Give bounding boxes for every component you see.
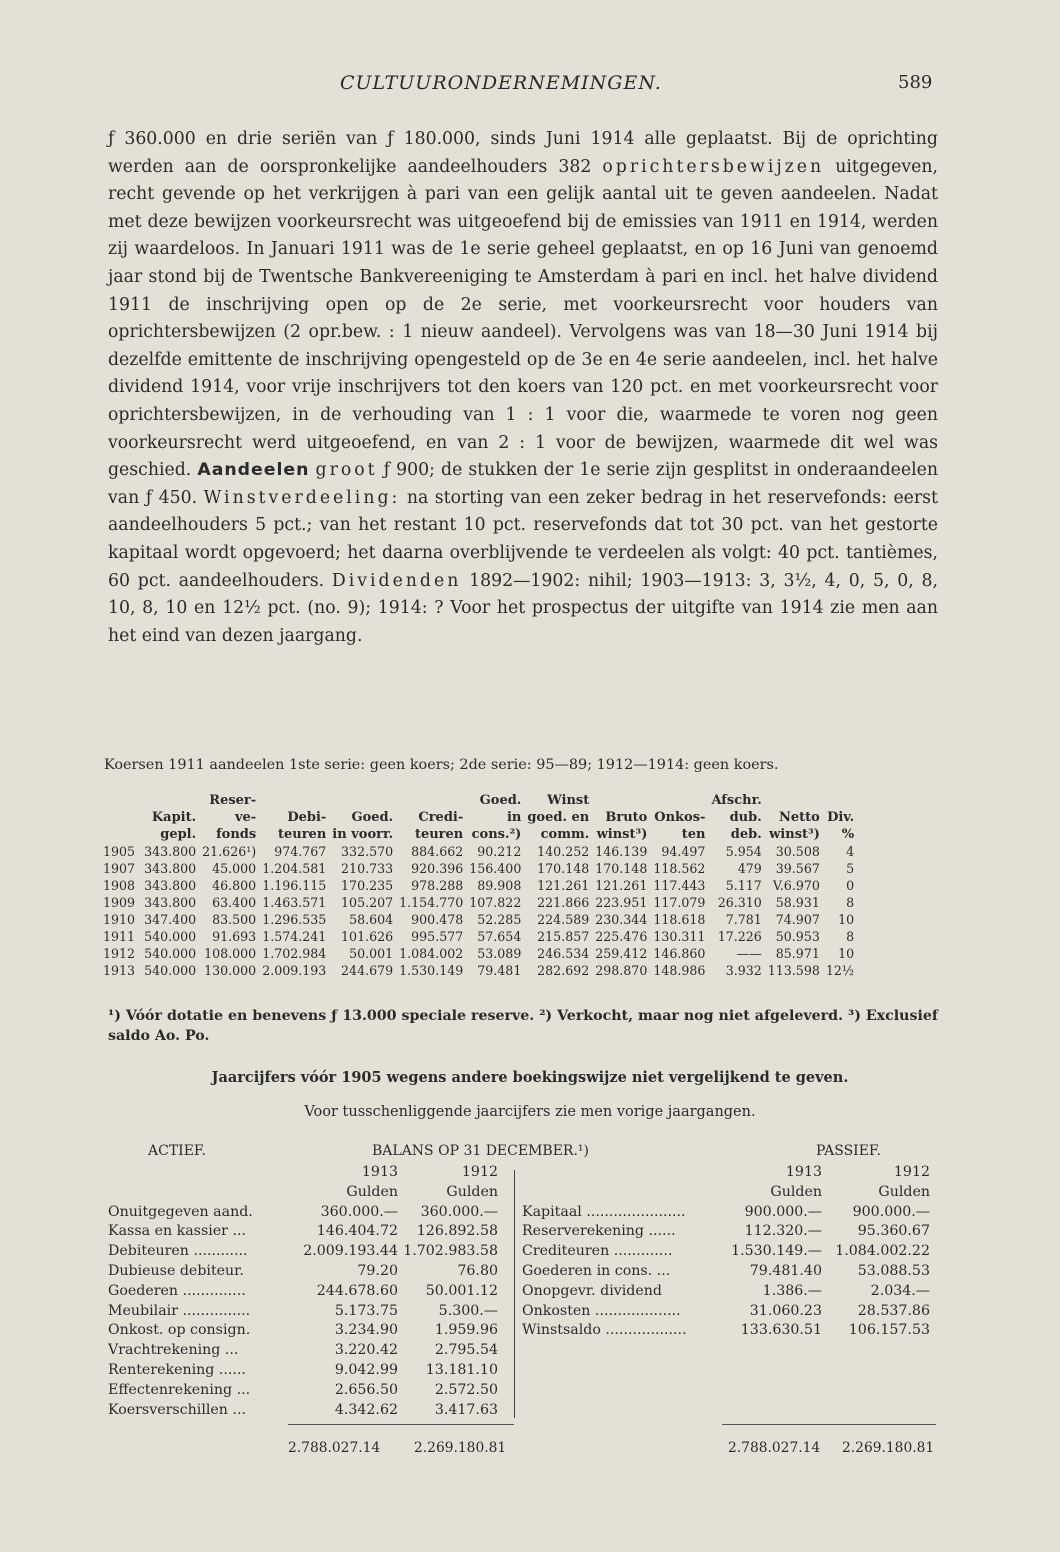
liabilities-table bbox=[522, 1163, 930, 1341]
value-cell: 79.481 bbox=[477, 963, 522, 978]
page-number: 589 bbox=[898, 72, 933, 93]
column-header: goed. en bbox=[527, 810, 590, 825]
value-cell: 4 bbox=[846, 844, 855, 859]
value-cell: 1.296.535 bbox=[262, 912, 327, 927]
liability-row bbox=[522, 1222, 930, 1242]
value-cell: 1.702.984 bbox=[262, 946, 327, 961]
value-cell: 146.860 bbox=[653, 946, 706, 961]
amount-1913: 3.234.90 bbox=[334, 1322, 398, 1339]
column-header: Kapit. bbox=[151, 810, 197, 825]
value-cell: 1.204.581 bbox=[262, 861, 327, 876]
column-header: Credi- bbox=[418, 810, 464, 825]
balance-title: BALANS OP 31 DECEMBER.¹) bbox=[372, 1143, 589, 1159]
amount-1913: 2.009.193.44 bbox=[303, 1243, 398, 1260]
actief-label: ACTIEF. bbox=[148, 1143, 206, 1159]
amount-1913: 5.173.75 bbox=[334, 1302, 398, 1319]
page-header bbox=[0, 72, 1060, 98]
amount-1912: 5.300.— bbox=[438, 1302, 498, 1319]
value-cell: 58.604 bbox=[349, 912, 394, 927]
value-cell: V.6.970 bbox=[772, 878, 820, 893]
column-header bbox=[592, 792, 650, 809]
asset-row bbox=[108, 1321, 498, 1341]
asset-row bbox=[108, 1401, 498, 1421]
table-row bbox=[100, 894, 857, 911]
year-cell: 1909 bbox=[103, 895, 136, 910]
amount-1913: 2.656.50 bbox=[334, 1381, 398, 1398]
column-header bbox=[141, 792, 199, 809]
account-label: Koersverschillen ... bbox=[108, 1401, 246, 1418]
account-label: Onkosten ................... bbox=[522, 1302, 681, 1319]
value-cell: 343.800 bbox=[144, 844, 197, 859]
column-header bbox=[100, 826, 141, 843]
value-cell: 39.567 bbox=[775, 861, 820, 876]
unit-label: Gulden bbox=[346, 1183, 398, 1200]
column-header: in bbox=[506, 810, 522, 825]
value-cell: 900.478 bbox=[411, 912, 464, 927]
asset-row bbox=[108, 1282, 498, 1302]
column-header: ve- bbox=[234, 810, 257, 825]
value-cell: 94.497 bbox=[661, 844, 706, 859]
table-row bbox=[100, 945, 857, 962]
text-run: uitgegeven, recht gevende op het verkrijgen à pari van een gelijk aantal uit te geven aandeelen. Nadat met deze bewijzen voorkeursrecht was uitgeoefend bij de emissies van 1911 en 1914, werden zij waardeloos. In Januari 1911 was de 1e serie geheel geplaatst, en op 16 Juni van genoemd jaar stond bij de Twentsche Bankvereeniging te Amsterdam à pari en incl. het halve dividend 1911 de inschrijving open op de 2e serie, met voorkeursrecht voor houders van oprichtersbewijzen (2 opr.bew. : 1 nieuw aandeel). Vervolgens was van 18—30 Juni 1914 bij dezelfde emittente de inschrijving opengesteld op de 3e en 4e serie aandeelen, incl. het halve dividend 1914, voor vrije inschrijvers tot den koers van 120 pct. en met voorkeursrecht voor oprichtersbewijzen, in de verhouding van 1 : 1 voor die, waarmede te voren nog geen voorkeursrecht werd uitgeoefend, en van 2 : 1 voor de bewijzen, waarmede dit wel was geschied. bbox=[108, 156, 938, 481]
value-cell: 50.001 bbox=[349, 946, 394, 961]
text-run: 1892—1902: nihil; 1903—1913: 3, 3½, 4, 0, 5, 0, 8, 10, 8, 10 en 12½ pct. (no. 9); 1914: ? Voor het prospectus der uitgifte van 1914 zie men aan het eind van dezen jaargang. bbox=[108, 570, 938, 646]
table-row bbox=[100, 877, 857, 894]
amount-1913: 79.20 bbox=[357, 1262, 398, 1279]
asset-row bbox=[108, 1341, 498, 1361]
asset-row bbox=[108, 1361, 498, 1381]
value-cell: 91.693 bbox=[212, 929, 257, 944]
column-header: Reser- bbox=[209, 793, 257, 808]
text-run: ƒ 900; de stukken der 1e serie zijn gesplitst in onderaandeelen van ƒ 450. bbox=[108, 460, 938, 508]
liability-row bbox=[522, 1302, 930, 1322]
amount-1913: 133.630.51 bbox=[740, 1322, 822, 1339]
assets-total-1912: 2.269.180.81 bbox=[414, 1440, 507, 1456]
unit-label: Gulden bbox=[878, 1183, 930, 1200]
value-cell: 85.971 bbox=[775, 946, 820, 961]
amount-1913: 3.220.42 bbox=[334, 1342, 398, 1359]
value-cell: 5.117 bbox=[725, 878, 762, 893]
column-header bbox=[396, 792, 466, 809]
value-cell: 63.400 bbox=[212, 895, 257, 910]
column-header: teuren bbox=[277, 827, 327, 842]
column-header bbox=[259, 792, 329, 809]
value-cell: 57.654 bbox=[477, 929, 522, 944]
column-header bbox=[823, 792, 857, 809]
unit-header-row bbox=[522, 1183, 930, 1203]
note-tusschenliggende: Voor tusschenliggende jaarcijfers zie men vorige jaargangen. bbox=[304, 1104, 756, 1120]
value-cell: 89.908 bbox=[477, 878, 522, 893]
amount-1913: 112.320.— bbox=[744, 1223, 822, 1240]
column-header: Netto bbox=[779, 810, 820, 825]
liabilities-rows bbox=[522, 1203, 930, 1342]
account-label: Vrachtrekening ... bbox=[108, 1342, 239, 1359]
value-cell: 140.252 bbox=[537, 844, 590, 859]
column-header: fonds bbox=[216, 827, 257, 842]
body-paragraph bbox=[108, 126, 938, 650]
amount-1912: 126.892.58 bbox=[416, 1223, 498, 1240]
value-cell: 146.139 bbox=[595, 844, 648, 859]
value-cell: 170.148 bbox=[537, 861, 590, 876]
value-cell: 90.212 bbox=[477, 844, 522, 859]
value-cell: 1.463.571 bbox=[262, 895, 327, 910]
account-label: Effectenrekening ... bbox=[108, 1381, 251, 1398]
financial-stats-table bbox=[100, 792, 857, 979]
year-cell: 1908 bbox=[103, 878, 136, 893]
value-cell: 884.662 bbox=[411, 844, 464, 859]
value-cell: 118.618 bbox=[653, 912, 706, 927]
stats-table-body bbox=[100, 843, 857, 979]
asset-row bbox=[108, 1302, 498, 1322]
table-row bbox=[100, 928, 857, 945]
stats-header-row bbox=[100, 792, 857, 809]
balance-divider bbox=[514, 1170, 515, 1418]
amount-1912: 2.572.50 bbox=[434, 1381, 498, 1398]
value-cell: 108.000 bbox=[204, 946, 257, 961]
note-jaarcijfers: Jaarcijfers vóór 1905 wegens andere boekingswijze niet vergelijkend te geven. bbox=[211, 1069, 849, 1086]
value-cell: 170.235 bbox=[341, 878, 394, 893]
amount-1913: 244.678.60 bbox=[316, 1282, 398, 1299]
value-cell: 347.400 bbox=[144, 912, 197, 927]
column-header: Debi- bbox=[287, 810, 327, 825]
value-cell: 1.154.770 bbox=[399, 895, 464, 910]
amount-1912: 1.959.96 bbox=[434, 1322, 498, 1339]
value-cell: 52.285 bbox=[477, 912, 522, 927]
stats-header-row bbox=[100, 809, 857, 826]
stats-header-row bbox=[100, 826, 857, 843]
column-header: cons.²) bbox=[471, 827, 522, 842]
passief-label: PASSIEF. bbox=[816, 1143, 881, 1159]
year-1912: 1912 bbox=[461, 1164, 498, 1180]
value-cell: 50.953 bbox=[775, 929, 820, 944]
amount-1913: 9.042.99 bbox=[334, 1361, 398, 1378]
year-1912: 1912 bbox=[893, 1164, 930, 1180]
account-label: Onopgevr. dividend bbox=[522, 1282, 662, 1299]
year-cell: 1907 bbox=[103, 861, 136, 876]
value-cell: 343.800 bbox=[144, 895, 197, 910]
year-1913: 1913 bbox=[361, 1164, 398, 1180]
value-cell: 540.000 bbox=[144, 963, 197, 978]
account-label: Winstsaldo .................. bbox=[522, 1322, 687, 1339]
value-cell: 223.951 bbox=[595, 895, 648, 910]
value-cell: 1.530.149 bbox=[399, 963, 464, 978]
value-cell: 332.570 bbox=[341, 844, 394, 859]
koersen-line: Koersen 1911 aandeelen 1ste serie: geen koers; 2de serie: 95—89; 1912—1914: geen koers. bbox=[104, 757, 779, 773]
value-cell: 978.288 bbox=[411, 878, 464, 893]
liabilities-total-1913: 2.788.027.14 bbox=[728, 1440, 821, 1456]
text-run: na storting van een zeker bedrag in het reservefonds: eerst aandeelhouders 5 pct.; van het restant 10 pct. reservefonds dat tot 30 pct. van het gestorte kapitaal wordt opgevoerd; het daarna overblijvende te verdeelen als volgt: 40 pct. tantièmes, 60 pct. aandeelhouders. bbox=[108, 487, 938, 591]
column-header: deb. bbox=[730, 827, 762, 842]
account-label: Meubilair ............... bbox=[108, 1302, 251, 1319]
amount-1913: 900.000.— bbox=[744, 1203, 822, 1220]
amount-1913: 360.000.— bbox=[320, 1203, 398, 1220]
amount-1912: 1.702.983.58 bbox=[403, 1243, 498, 1260]
account-label: Onuitgegeven aand. bbox=[108, 1203, 253, 1220]
value-cell: 117.443 bbox=[653, 878, 706, 893]
value-cell: 343.800 bbox=[144, 878, 197, 893]
table-row bbox=[100, 911, 857, 928]
account-label: Renterekening ...... bbox=[108, 1361, 246, 1378]
value-cell: 1.196.115 bbox=[262, 878, 327, 893]
value-cell: 30.508 bbox=[775, 844, 820, 859]
value-cell: 540.000 bbox=[144, 946, 197, 961]
value-cell: 225.476 bbox=[595, 929, 648, 944]
year-1913: 1913 bbox=[785, 1164, 822, 1180]
text-run: ƒ 360.000 en drie seriën van ƒ 180.000, sinds Juni 1914 alle geplaatst. Bij de oprichting werden aan de oorspronkelijke aandeelhouders 382 bbox=[108, 129, 938, 177]
value-cell: 121.261 bbox=[595, 878, 648, 893]
liabilities-total-1912: 2.269.180.81 bbox=[842, 1440, 935, 1456]
spaced-term-winstverdeeling: Winstverdeeling: bbox=[203, 487, 401, 508]
assets-table bbox=[108, 1163, 498, 1420]
column-header: Bruto bbox=[605, 810, 648, 825]
value-cell: 148.986 bbox=[653, 963, 706, 978]
column-header bbox=[650, 792, 708, 809]
value-cell: 3.932 bbox=[725, 963, 762, 978]
amount-1913: 4.342.62 bbox=[334, 1401, 398, 1418]
column-header bbox=[329, 792, 396, 809]
value-cell: 107.822 bbox=[469, 895, 522, 910]
footnote: ¹) Vóór dotatie en benevens ƒ 13.000 speciale reserve. ²) Verkocht, maar nog niet afgeleverd. ³) Exclusief saldo Ao. Po. bbox=[108, 1008, 938, 1044]
column-header bbox=[765, 792, 823, 809]
liability-row bbox=[522, 1203, 930, 1223]
value-cell: 224.589 bbox=[537, 912, 590, 927]
year-cell: 1911 bbox=[103, 929, 136, 944]
value-cell: 121.261 bbox=[537, 878, 590, 893]
value-cell: 1.084.002 bbox=[399, 946, 464, 961]
account-label: Debiteuren ............ bbox=[108, 1243, 248, 1260]
column-header: dub. bbox=[729, 810, 762, 825]
running-title: CULTUURONDERNEMINGEN. bbox=[340, 72, 662, 94]
value-cell: 8 bbox=[846, 895, 855, 910]
stats-table-header bbox=[100, 792, 857, 843]
unit-header-row bbox=[108, 1183, 498, 1203]
column-header: Onkos- bbox=[654, 810, 706, 825]
year-header-row bbox=[108, 1163, 498, 1183]
liabilities-total-rule bbox=[722, 1424, 936, 1425]
table-row bbox=[100, 843, 857, 860]
value-cell: 46.800 bbox=[212, 878, 257, 893]
assets-rows bbox=[108, 1203, 498, 1421]
spaced-term-dividenden: Dividenden bbox=[331, 570, 462, 591]
amount-1912: 1.084.002.22 bbox=[835, 1243, 930, 1260]
value-cell: 7.781 bbox=[725, 912, 762, 927]
account-label: Reserverekening ...... bbox=[522, 1223, 676, 1240]
spaced-term: oprichtersbewijzen bbox=[602, 156, 825, 177]
account-label: Onkost. op consign. bbox=[108, 1322, 251, 1339]
spaced-term: groot bbox=[315, 460, 378, 481]
account-label: Kapitaal ...................... bbox=[522, 1203, 686, 1220]
value-cell: 17.226 bbox=[717, 929, 762, 944]
column-header: Afschr. bbox=[711, 793, 762, 808]
value-cell: 221.866 bbox=[537, 895, 590, 910]
value-cell: 210.733 bbox=[341, 861, 394, 876]
value-cell: 8 bbox=[846, 929, 855, 944]
liability-row bbox=[522, 1262, 930, 1282]
amount-1912: 2.795.54 bbox=[434, 1342, 498, 1359]
value-cell: 282.692 bbox=[537, 963, 590, 978]
value-cell: 53.089 bbox=[477, 946, 522, 961]
unit-label: Gulden bbox=[446, 1183, 498, 1200]
value-cell: 45.000 bbox=[212, 861, 257, 876]
value-cell: 10 bbox=[838, 912, 855, 927]
value-cell: 21.626¹) bbox=[202, 844, 257, 859]
column-header: gepl. bbox=[160, 827, 197, 842]
value-cell: 298.870 bbox=[595, 963, 648, 978]
amount-1912: 3.417.63 bbox=[434, 1401, 498, 1418]
column-header: in voorr. bbox=[332, 827, 394, 842]
amount-1912: 360.000.— bbox=[420, 1203, 498, 1220]
amount-1913: 1.386.— bbox=[762, 1282, 822, 1299]
value-cell: —— bbox=[736, 946, 762, 961]
value-cell: 156.400 bbox=[469, 861, 522, 876]
column-header: ten bbox=[681, 827, 706, 842]
value-cell: 117.079 bbox=[653, 895, 706, 910]
value-cell: 540.000 bbox=[144, 929, 197, 944]
amount-1912: 50.001.12 bbox=[425, 1282, 498, 1299]
value-cell: 479 bbox=[737, 861, 762, 876]
column-header: winst³) bbox=[596, 827, 648, 842]
value-cell: 12½ bbox=[825, 963, 855, 978]
amount-1912: 13.181.10 bbox=[425, 1361, 498, 1378]
liability-row bbox=[522, 1321, 930, 1341]
section-lead-aandeelen: Aandeelen bbox=[197, 460, 310, 481]
unit-label: Gulden bbox=[770, 1183, 822, 1200]
liability-row bbox=[522, 1242, 930, 1262]
amount-1912: 2.034.— bbox=[870, 1282, 930, 1299]
value-cell: 5 bbox=[846, 861, 855, 876]
table-row bbox=[100, 860, 857, 877]
value-cell: 26.310 bbox=[717, 895, 762, 910]
column-header: Div. bbox=[827, 810, 855, 825]
amount-1913: 79.481.40 bbox=[749, 1262, 822, 1279]
amount-1912: 53.088.53 bbox=[857, 1262, 930, 1279]
value-cell: 74.907 bbox=[775, 912, 820, 927]
value-cell: 170.148 bbox=[595, 861, 648, 876]
year-cell: 1910 bbox=[103, 912, 136, 927]
value-cell: 920.396 bbox=[411, 861, 464, 876]
amount-1912: 76.80 bbox=[457, 1262, 498, 1279]
column-header: % bbox=[841, 827, 855, 842]
value-cell: 101.626 bbox=[341, 929, 394, 944]
value-cell: 974.767 bbox=[274, 844, 327, 859]
account-label: Goederen .............. bbox=[108, 1282, 246, 1299]
value-cell: 259.412 bbox=[595, 946, 648, 961]
amount-1912: 28.537.86 bbox=[857, 1302, 930, 1319]
table-row bbox=[100, 962, 857, 979]
value-cell: 2.009.193 bbox=[262, 963, 327, 978]
column-header: winst³) bbox=[769, 827, 820, 842]
asset-row bbox=[108, 1222, 498, 1242]
asset-row bbox=[108, 1242, 498, 1262]
amount-1913: 31.060.23 bbox=[749, 1302, 822, 1319]
column-header: Goed. bbox=[351, 810, 394, 825]
assets-total-rule bbox=[288, 1424, 514, 1425]
value-cell: 230.344 bbox=[595, 912, 648, 927]
amount-1913: 146.404.72 bbox=[316, 1223, 398, 1240]
value-cell: 10 bbox=[838, 946, 855, 961]
column-header: Winst bbox=[547, 793, 590, 808]
value-cell: 118.562 bbox=[653, 861, 706, 876]
account-label: Dubieuse debiteur. bbox=[108, 1262, 244, 1279]
amount-1912: 900.000.— bbox=[852, 1203, 930, 1220]
column-header: comm. bbox=[540, 827, 590, 842]
amount-1913: 1.530.149.— bbox=[731, 1243, 822, 1260]
amount-1912: 95.360.67 bbox=[857, 1223, 930, 1240]
value-cell: 5.954 bbox=[725, 844, 762, 859]
column-header: Goed. bbox=[479, 793, 522, 808]
account-label: Kassa en kassier ... bbox=[108, 1223, 247, 1240]
liability-row bbox=[522, 1282, 930, 1302]
column-header: teuren bbox=[414, 827, 464, 842]
year-cell: 1905 bbox=[103, 844, 136, 859]
asset-row bbox=[108, 1381, 498, 1401]
value-cell: 105.207 bbox=[341, 895, 394, 910]
value-cell: 83.500 bbox=[212, 912, 257, 927]
asset-row bbox=[108, 1203, 498, 1223]
value-cell: 113.598 bbox=[767, 963, 820, 978]
value-cell: 130.000 bbox=[204, 963, 257, 978]
year-cell: 1913 bbox=[103, 963, 136, 978]
value-cell: 244.679 bbox=[341, 963, 394, 978]
year-header-row bbox=[522, 1163, 930, 1183]
account-label: Goederen in cons. ... bbox=[522, 1262, 671, 1279]
column-header bbox=[100, 809, 141, 826]
column-header bbox=[100, 792, 141, 809]
asset-row bbox=[108, 1262, 498, 1282]
value-cell: 1.574.241 bbox=[262, 929, 327, 944]
account-label: Crediteuren ............. bbox=[522, 1243, 673, 1260]
value-cell: 246.534 bbox=[537, 946, 590, 961]
body-text bbox=[108, 126, 938, 650]
amount-1912: 106.157.53 bbox=[848, 1322, 930, 1339]
year-cell: 1912 bbox=[103, 946, 136, 961]
value-cell: 58.931 bbox=[775, 895, 820, 910]
value-cell: 215.857 bbox=[537, 929, 590, 944]
assets-total-1913: 2.788.027.14 bbox=[288, 1440, 381, 1456]
value-cell: 130.311 bbox=[653, 929, 706, 944]
value-cell: 0 bbox=[846, 878, 855, 893]
value-cell: 343.800 bbox=[144, 861, 197, 876]
value-cell: 995.577 bbox=[411, 929, 464, 944]
